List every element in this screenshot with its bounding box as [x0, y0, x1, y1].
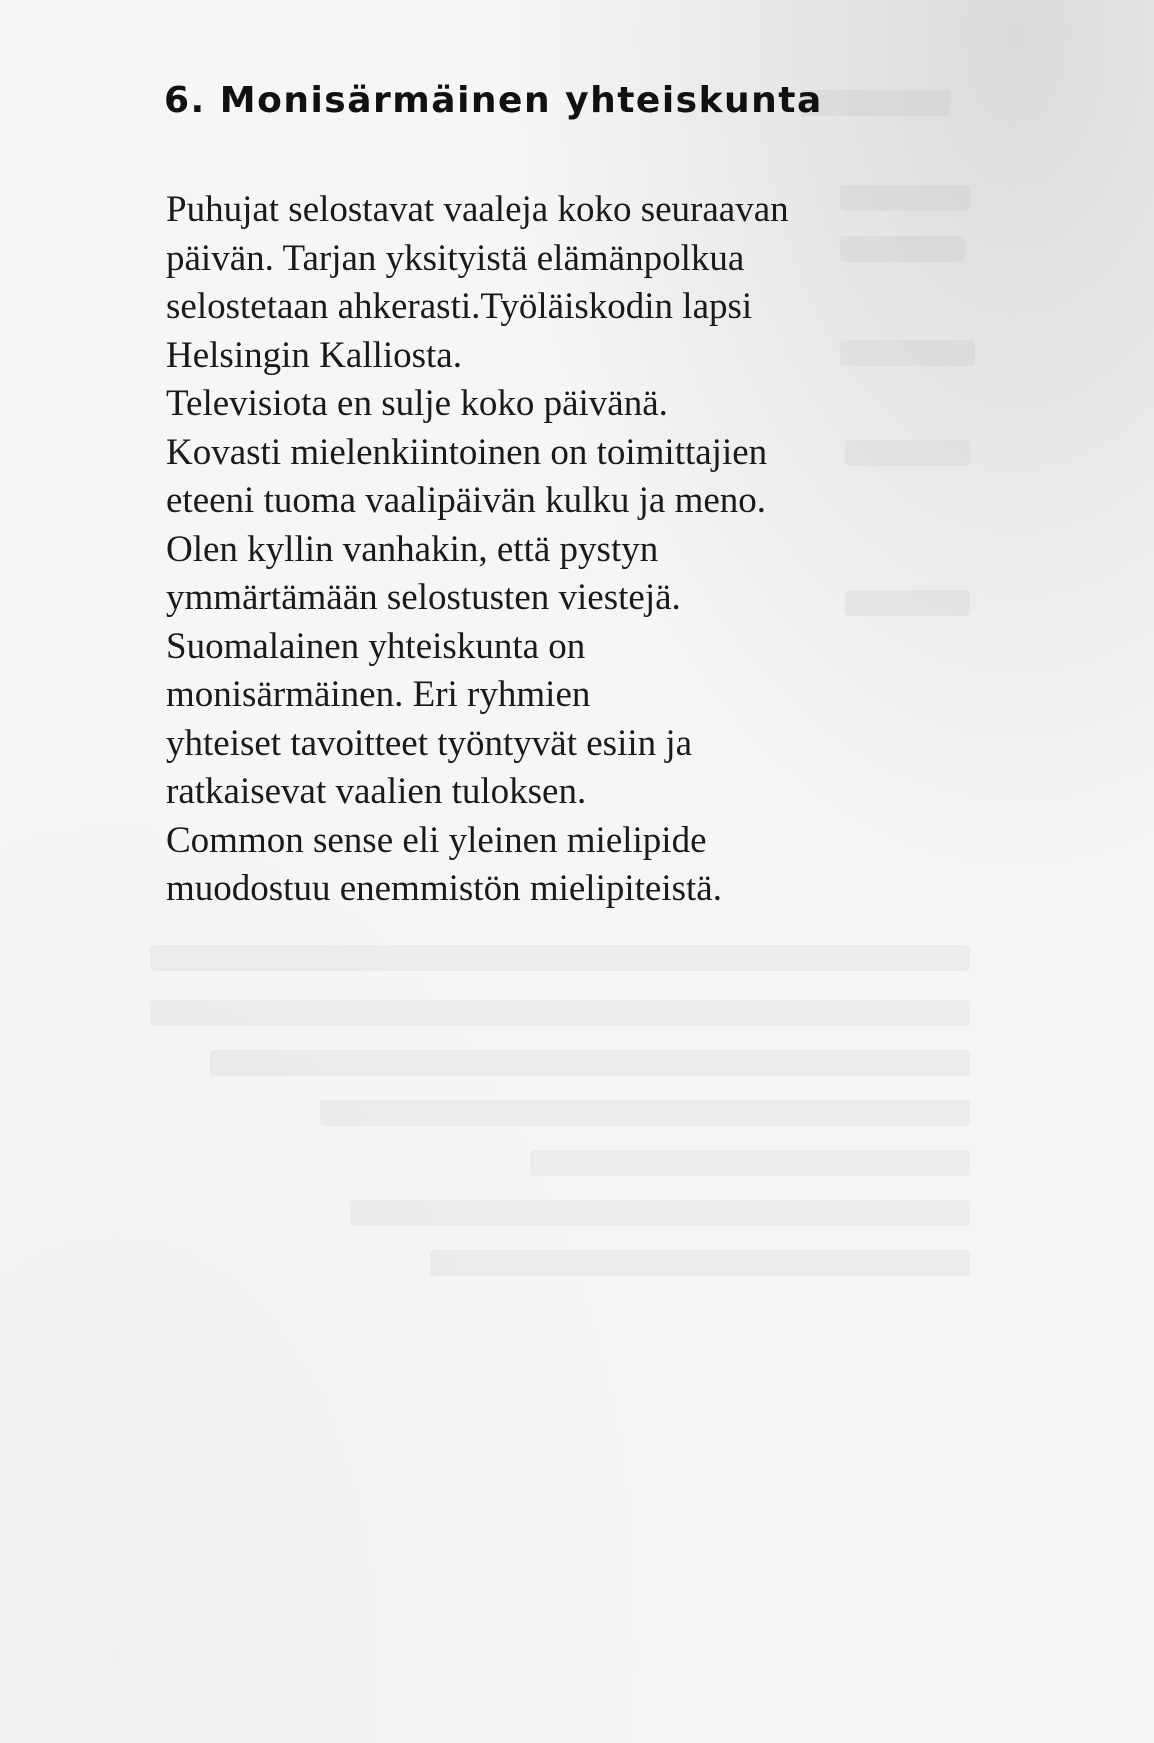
text-line: Common sense eli yleinen mielipide: [166, 819, 707, 861]
text-line: päivän. Tarjan yksityistä elämänpolkua: [166, 237, 745, 279]
body-paragraph: [166, 186, 1066, 914]
text-line: eteeni tuoma vaalipäivän kulku ja meno.: [166, 480, 767, 521]
text-line: muodostuu enemmistön mielipiteistä.: [166, 868, 722, 909]
text-line: Puhujat selostavat vaaleja koko seuraavan: [166, 189, 789, 230]
text-line: Helsingin Kalliosta.: [166, 334, 462, 376]
text-line: selostetaan ahkerasti.Työläiskodin lapsi: [166, 286, 753, 327]
text-line: Olen kyllin vanhakin, että pystyn: [166, 528, 659, 570]
text-line: ymmärtämään selostusten viestejä.: [166, 577, 681, 618]
text-line: Kovasti mielenkiintoinen on toimittajien: [166, 431, 768, 473]
text-line: Televisiota en sulje koko päivänä.: [166, 383, 668, 424]
text-line: ratkaisevat vaalien tuloksen.: [166, 771, 587, 812]
text-line: monisärmäinen. Eri ryhmien: [166, 674, 591, 715]
chapter-heading: 6. Monisärmäinen yhteiskunta: [164, 80, 823, 121]
text-line: yhteiset tavoitteet työntyvät esiin ja: [166, 722, 693, 764]
text-line: Suomalainen yhteiskunta on: [166, 625, 586, 667]
